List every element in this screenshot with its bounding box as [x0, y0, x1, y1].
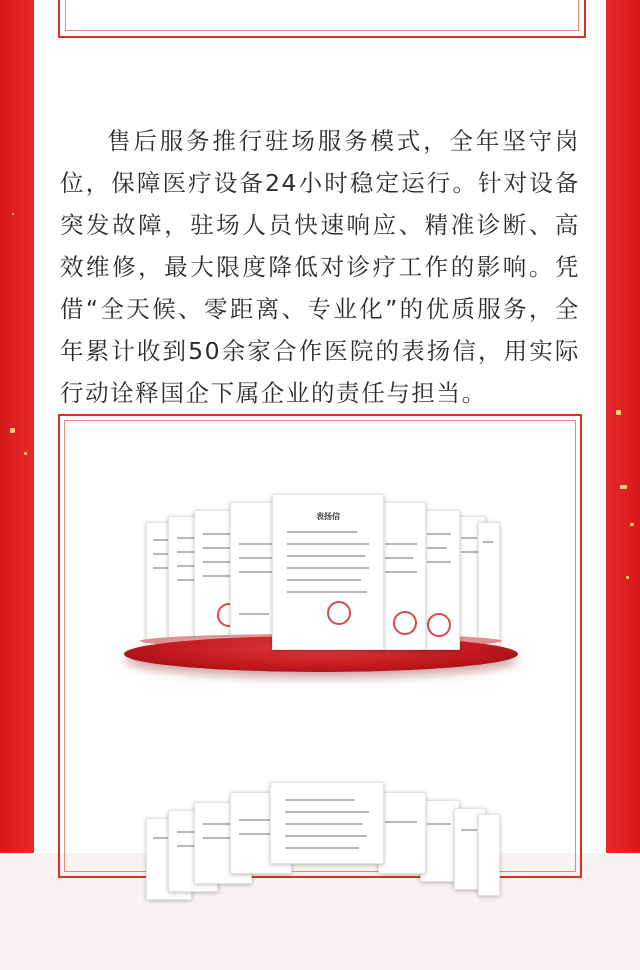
letters-photo-2[interactable] — [0, 780, 640, 970]
right-decor-band — [606, 0, 640, 853]
article-paragraph: 售后服务推行驻场服务模式，全年坚守岗位，保障医疗设备24小时稳定运行。针对设备突发故障，驻场人员快速响应、精准诊断、高效维修，最大限度降低对诊疗工作的影响。凭借“全天候、零距离、专业化”的优质服务，全年累计收到50余家合作医院的表扬信，用实际行动诠释国企下属企业的责任与担当。 — [60, 127, 580, 407]
letter-sheet — [378, 502, 426, 650]
confetti — [24, 452, 27, 455]
confetti — [10, 428, 15, 433]
confetti — [616, 410, 621, 415]
confetti — [12, 213, 14, 215]
letter-sheet — [478, 522, 500, 646]
article-page — [34, 0, 606, 853]
letter-sheet — [420, 510, 460, 650]
letter-sheet — [378, 792, 426, 874]
letter-sheet — [270, 782, 384, 864]
left-decor-band — [0, 0, 34, 853]
top-frame — [58, 0, 586, 38]
letter-sheet — [272, 494, 384, 650]
red-seal — [327, 601, 351, 625]
letter-sheet — [478, 814, 500, 896]
letters-photo[interactable] — [0, 478, 640, 668]
letter-title: 表扬信 — [316, 512, 340, 521]
